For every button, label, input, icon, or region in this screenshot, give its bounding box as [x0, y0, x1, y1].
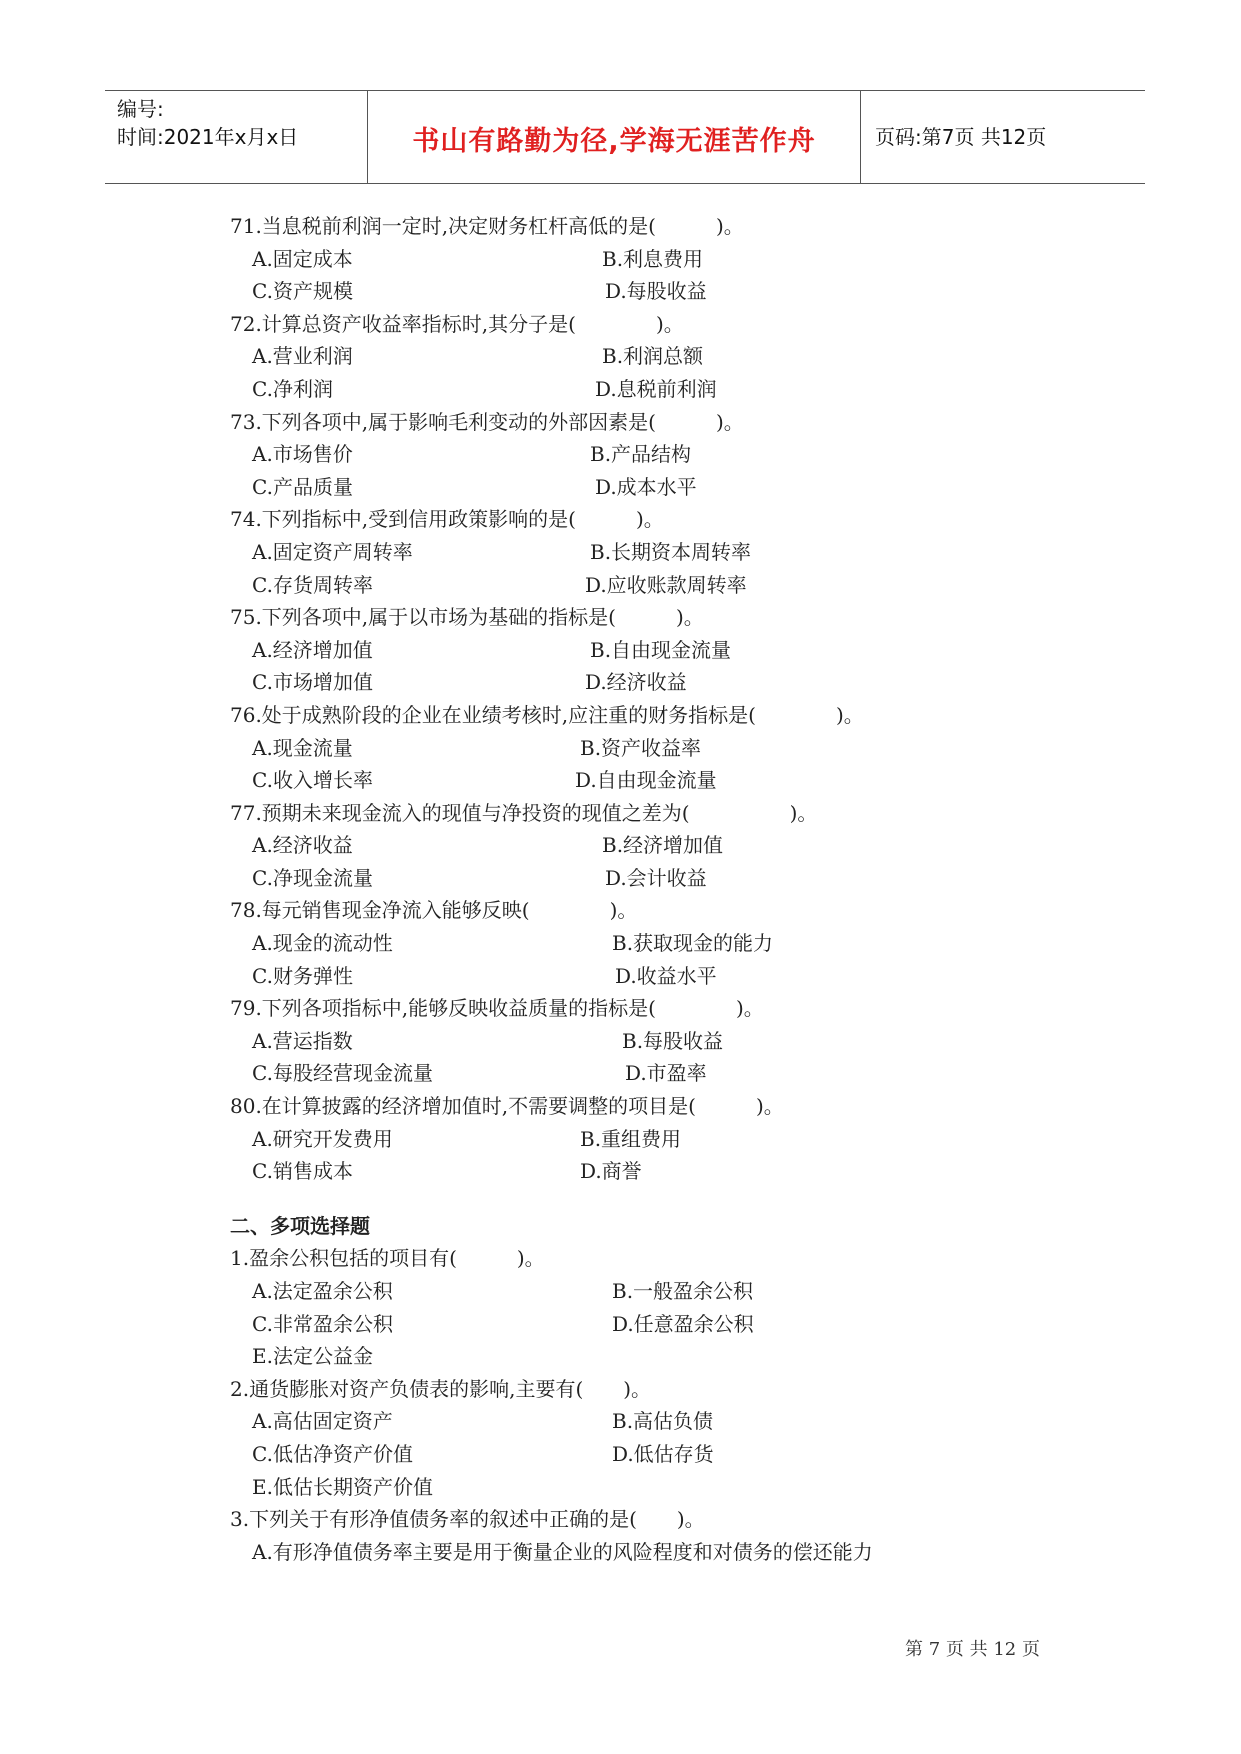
multi-choice-option-row: [230, 1536, 1130, 1569]
single-choice-question-text: 74.下列指标中,受到信用政策影响的是( )。: [230, 507, 664, 532]
option-right: B.资产收益率: [580, 735, 702, 760]
question-content: [230, 210, 1130, 1568]
single-choice-option-row: [230, 471, 1130, 504]
multi-choice-option-row: [230, 1405, 1130, 1438]
single-choice-question-text: 75.下列各项中,属于以市场为基础的指标是( )。: [230, 605, 704, 630]
multi-choice-option-row: [230, 1308, 1130, 1341]
single-choice-option-row: [230, 1025, 1130, 1058]
option-right: D.低估存货: [612, 1441, 714, 1466]
option-left: A.经济增加值: [252, 637, 373, 662]
option-left: C.销售成本: [252, 1159, 353, 1184]
page-header: [105, 90, 1145, 184]
single-choice-question-text: 80.在计算披露的经济增加值时,不需要调整的项目是( )。: [230, 1094, 784, 1119]
option-left: C.资产规模: [252, 279, 353, 304]
single-choice-option-row: [230, 732, 1130, 765]
multi-choice-option-row: [230, 1340, 1130, 1373]
option-right: D.息税前利润: [595, 376, 717, 401]
option-right: B.高估负债: [612, 1409, 714, 1434]
option-right: D.收益水平: [615, 963, 717, 988]
option-right: B.经济增加值: [602, 833, 724, 858]
option-right: B.长期资本周转率: [590, 539, 752, 564]
single-choice-option-row: [230, 960, 1130, 993]
option-left: C.产品质量: [252, 474, 353, 499]
multi-choice-question-text: 2.通货膨胀对资产负债表的影响,主要有( )。: [230, 1376, 652, 1401]
single-choice-question-text: 71.当息税前利润一定时,决定财务杠杆高低的是( )。: [230, 214, 744, 238]
option-left: C.低估净资产价值: [252, 1441, 413, 1466]
option-left: C.净利润: [252, 376, 333, 401]
option-left: A.有形净值债务率主要是用于衡量企业的风险程度和对债务的偿还能力: [252, 1539, 873, 1564]
single-choice-option-row: [230, 243, 1130, 276]
option-left: C.净现金流量: [252, 865, 373, 890]
option-right: B.获取现金的能力: [612, 931, 774, 956]
header-divider: [860, 91, 861, 183]
option-left: C.市场增加值: [252, 670, 373, 695]
option-left: A.营业利润: [252, 344, 353, 369]
option-right: D.每股收益: [605, 279, 707, 304]
option-right: B.一般盈余公积: [612, 1279, 754, 1303]
option-left: C.财务弹性: [252, 963, 353, 988]
option-right: B.自由现金流量: [590, 637, 732, 662]
option-right: B.每股收益: [622, 1028, 724, 1053]
option-left: E.低估长期资产价值: [252, 1474, 433, 1499]
option-left: C.非常盈余公积: [252, 1311, 393, 1336]
single-choice-question-text: 73.下列各项中,属于影响毛利变动的外部因素是( )。: [230, 409, 744, 434]
option-left: A.高估固定资产: [252, 1409, 393, 1434]
single-choice-option-row: [230, 927, 1130, 960]
single-choice-question-text: 76.处于成熟阶段的企业在业绩考核时,应注重的财务指标是( )。: [230, 702, 864, 727]
option-left: C.收入增长率: [252, 768, 373, 793]
option-right: D.经济收益: [585, 670, 687, 695]
option-left: A.固定成本: [252, 246, 353, 271]
option-left: E.法定公益金: [252, 1344, 373, 1369]
single-choice-option-row: [230, 1123, 1130, 1156]
option-left: A.市场售价: [252, 442, 353, 467]
single-choice-option-row: [230, 862, 1130, 895]
option-left: A.法定盈余公积: [252, 1279, 393, 1303]
option-left: A.研究开发费用: [252, 1126, 393, 1151]
multi-choice-option-row: [230, 1275, 1130, 1308]
single-choice-option-row: [230, 1155, 1130, 1188]
multi-choice-question-text: 1.盈余公积包括的项目有( )。: [230, 1246, 545, 1271]
option-right: B.利息费用: [602, 246, 704, 271]
single-choice-question-text: 72.计算总资产收益率指标时,其分子是( )。: [230, 311, 684, 336]
single-choice-option-row: [230, 1057, 1130, 1090]
multi-choice-option-row: [230, 1471, 1130, 1504]
option-left: A.现金的流动性: [252, 931, 393, 956]
single-choice-question-text: 78.每元销售现金净流入能够反映( )。: [230, 898, 638, 923]
single-choice-question-text: 77.预期未来现金流入的现值与净投资的现值之差为( )。: [230, 800, 818, 825]
option-right: D.会计收益: [605, 865, 707, 890]
option-right: D.成本水平: [595, 474, 697, 499]
section-spacer: [230, 1188, 1130, 1210]
single-choice-option-row: [230, 764, 1130, 797]
page-footer: 第 7 页 共 12 页: [905, 1639, 1040, 1660]
option-left: A.固定资产周转率: [252, 539, 413, 564]
option-right: B.重组费用: [580, 1126, 682, 1151]
option-right: D.任意盈余公积: [612, 1311, 754, 1336]
single-choice-option-row: [230, 373, 1130, 406]
multi-choice-question-text: 3.下列关于有形净值债务率的叙述中正确的是( )。: [230, 1507, 705, 1532]
single-choice-option-row: [230, 340, 1130, 373]
option-left: A.现金流量: [252, 735, 353, 760]
single-choice-option-row: [230, 569, 1130, 602]
option-right: D.自由现金流量: [575, 768, 717, 793]
option-right: D.商誉: [580, 1159, 642, 1184]
option-left: A.营运指数: [252, 1028, 353, 1053]
header-meta: [117, 95, 298, 151]
header-page-label: 页码:第7页 共12页: [875, 125, 1047, 149]
single-choice-option-row: [230, 829, 1130, 862]
header-divider: [367, 91, 368, 183]
single-choice-option-row: [230, 536, 1130, 569]
option-right: B.利润总额: [602, 344, 704, 369]
option-left: C.每股经营现金流量: [252, 1061, 433, 1086]
single-choice-option-row: [230, 634, 1130, 667]
number-label: 编号:: [117, 97, 164, 121]
option-left: C.存货周转率: [252, 572, 373, 597]
section-title: 二、多项选择题: [230, 1213, 370, 1238]
header-motto: 书山有路勤为径,学海无涯苦作舟: [412, 126, 816, 157]
single-choice-option-row: [230, 666, 1130, 699]
single-choice-option-row: [230, 275, 1130, 308]
option-right: D.市盈率: [625, 1061, 707, 1086]
single-choice-question-text: 79.下列各项指标中,能够反映收益质量的指标是( )。: [230, 996, 764, 1021]
option-right: B.产品结构: [590, 442, 692, 467]
option-left: A.经济收益: [252, 833, 353, 858]
single-choice-option-row: [230, 438, 1130, 471]
option-right: D.应收账款周转率: [585, 572, 747, 597]
multi-choice-option-row: [230, 1438, 1130, 1471]
time-label: 时间:2021年x月x日: [117, 125, 299, 149]
